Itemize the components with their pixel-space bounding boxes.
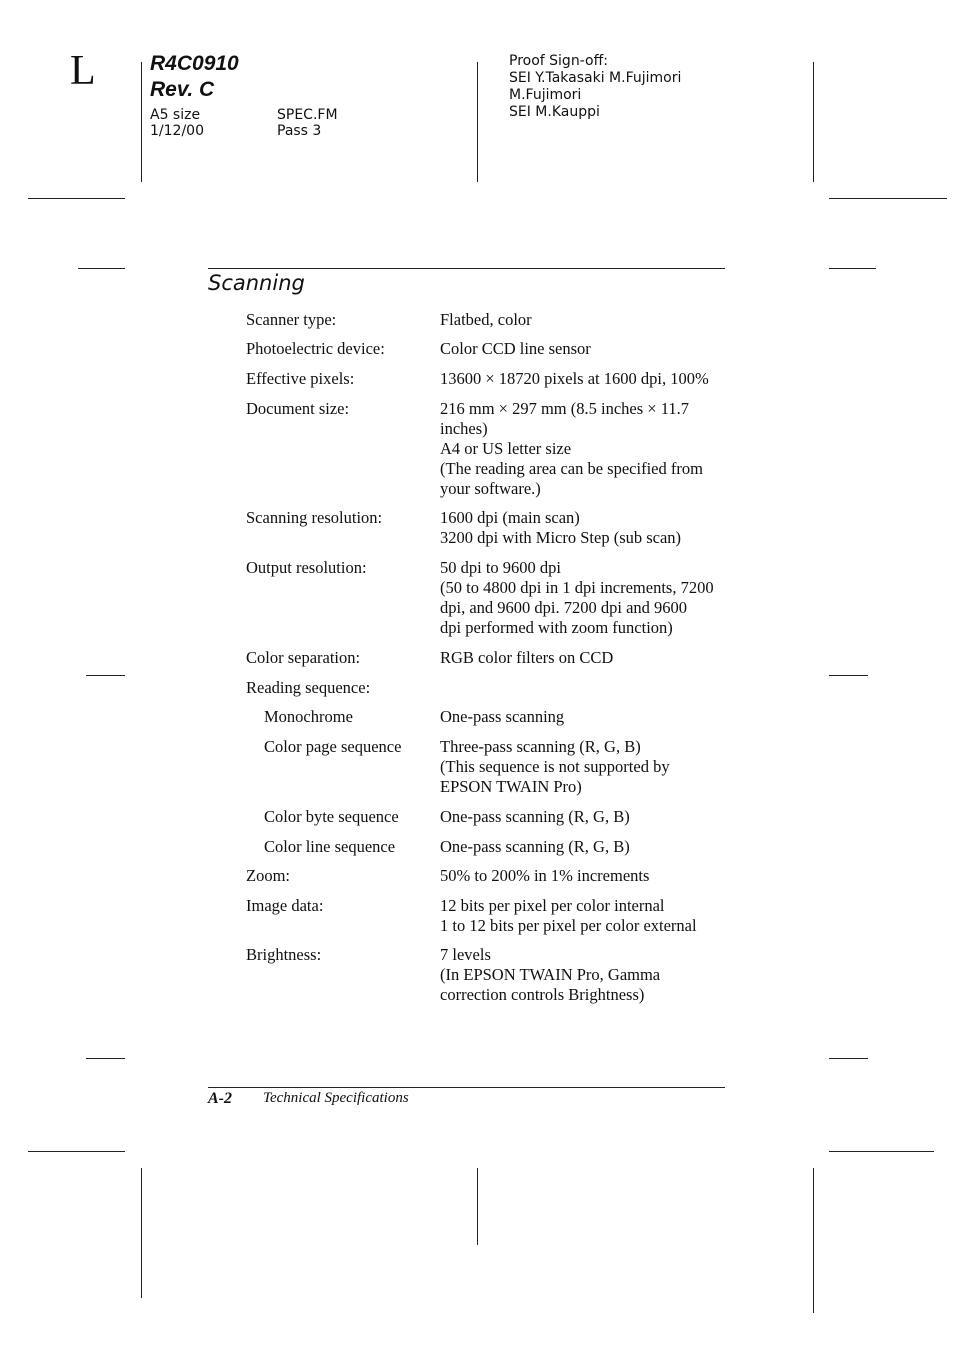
spec-value [440,837,730,857]
spec-value-line: 13600 × 18720 pixels at 1600 dpi, 100% [440,369,709,388]
crop-mark [86,675,125,676]
spec-value-line: One-pass scanning (R, G, B) [440,807,630,826]
spec-value [440,707,730,727]
crop-mark [86,1058,125,1059]
spec-value-line: One-pass scanning [440,707,565,726]
crop-mark [477,62,478,182]
spec-value-line: Three-pass scanning (R, G, B) [440,737,641,756]
spec-label: Photoelectric device: [246,339,385,358]
spec-value [440,648,730,668]
spec-value [440,310,730,330]
crop-mark [141,62,142,182]
date-label: 1/12/00 [150,123,204,139]
spec-label: Effective pixels: [246,369,355,388]
crop-mark [813,1168,814,1313]
page-number: A-2 [208,1090,232,1107]
spec-value [440,896,730,936]
spec-value-line: dpi performed with zoom function) [440,618,673,637]
spec-value-line: (50 to 4800 dpi in 1 dpi increments, 7200 [440,578,714,597]
pass-label: Pass 3 [277,123,322,139]
spec-value-line: (This sequence is not supported by [440,757,670,776]
footer-rule [208,1087,725,1088]
spec-label: Color page sequence [264,737,402,756]
spec-value-line: One-pass scanning (R, G, B) [440,837,630,856]
spec-value-line: your software.) [440,479,541,498]
corner-letter: L [70,48,96,94]
proof-signoff [509,53,681,121]
spec-value-line: Flatbed, color [440,310,532,329]
spec-label: Reading sequence: [246,678,371,697]
crop-mark [28,198,125,199]
spec-label: Scanner type: [246,310,337,329]
spec-value [440,737,730,797]
spec-label: Zoom: [246,866,290,885]
signoff-line: SEI Y.Takasaki M.Fujimori [509,70,682,86]
crop-mark [78,268,125,269]
footer-title: Technical Specifications [263,1090,409,1106]
spec-label: Color separation: [246,648,361,667]
crop-mark [28,1151,125,1152]
signoff-line: M.Fujimori [509,87,582,103]
spec-value [440,399,730,499]
spec-value-line: dpi, and 9600 dpi. 7200 dpi and 9600 [440,598,688,617]
crop-mark [829,198,947,199]
crop-mark [829,268,876,269]
spec-label: Color byte sequence [264,807,399,826]
spec-value-line: 1 to 12 bits per pixel per color external [440,916,697,935]
spec-label: Scanning resolution: [246,508,383,527]
spec-value-line: 50% to 200% in 1% increments [440,866,650,885]
spec-label: Monochrome [264,707,353,726]
spec-value-line: correction controls Brightness) [440,985,645,1004]
spec-value-line: inches) [440,419,488,438]
spec-value [440,807,730,827]
section-title: Scanning [208,271,305,295]
revision-line: Rev. C [150,78,215,101]
spec-value [440,369,730,389]
spec-label: Color line sequence [264,837,396,856]
spec-value-line: 3200 dpi with Micro Step (sub scan) [440,528,682,547]
spec-value [440,866,730,886]
crop-mark [829,1151,934,1152]
spec-value-line: 12 bits per pixel per color internal [440,896,665,915]
document-code [150,51,239,103]
section-rule [208,268,725,269]
spec-value [440,945,730,1005]
file-label: SPEC.FM [277,107,338,123]
code-line: R4C0910 [150,52,239,75]
crop-mark [813,62,814,182]
spec-label: Brightness: [246,945,322,964]
spec-value [440,508,730,548]
spec-value [440,558,730,638]
spec-value-line: 7 levels [440,945,491,964]
spec-label: Output resolution: [246,558,367,577]
crop-mark [141,1168,142,1298]
spec-value-line: A4 or US letter size [440,439,572,458]
spec-label: Image data: [246,896,324,915]
signoff-title: Proof Sign-off: [509,53,608,69]
signoff-line: SEI M.Kauppi [509,104,600,120]
crop-mark [477,1168,478,1245]
size-label: A5 size [150,107,201,123]
spec-value-line: 50 dpi to 9600 dpi [440,558,562,577]
spec-value-line: (The reading area can be specified from [440,459,703,478]
spec-value-line: Color CCD line sensor [440,339,591,358]
crop-mark [829,675,868,676]
spec-label: Document size: [246,399,350,418]
spec-value-line: (In EPSON TWAIN Pro, Gamma [440,965,661,984]
spec-value-line: RGB color filters on CCD [440,648,614,667]
spec-value-line: 1600 dpi (main scan) [440,508,580,527]
spec-value-line: 216 mm × 297 mm (8.5 inches × 11.7 [440,399,689,418]
spec-value [440,339,730,359]
crop-mark [829,1058,868,1059]
spec-value-line: EPSON TWAIN Pro) [440,777,582,796]
